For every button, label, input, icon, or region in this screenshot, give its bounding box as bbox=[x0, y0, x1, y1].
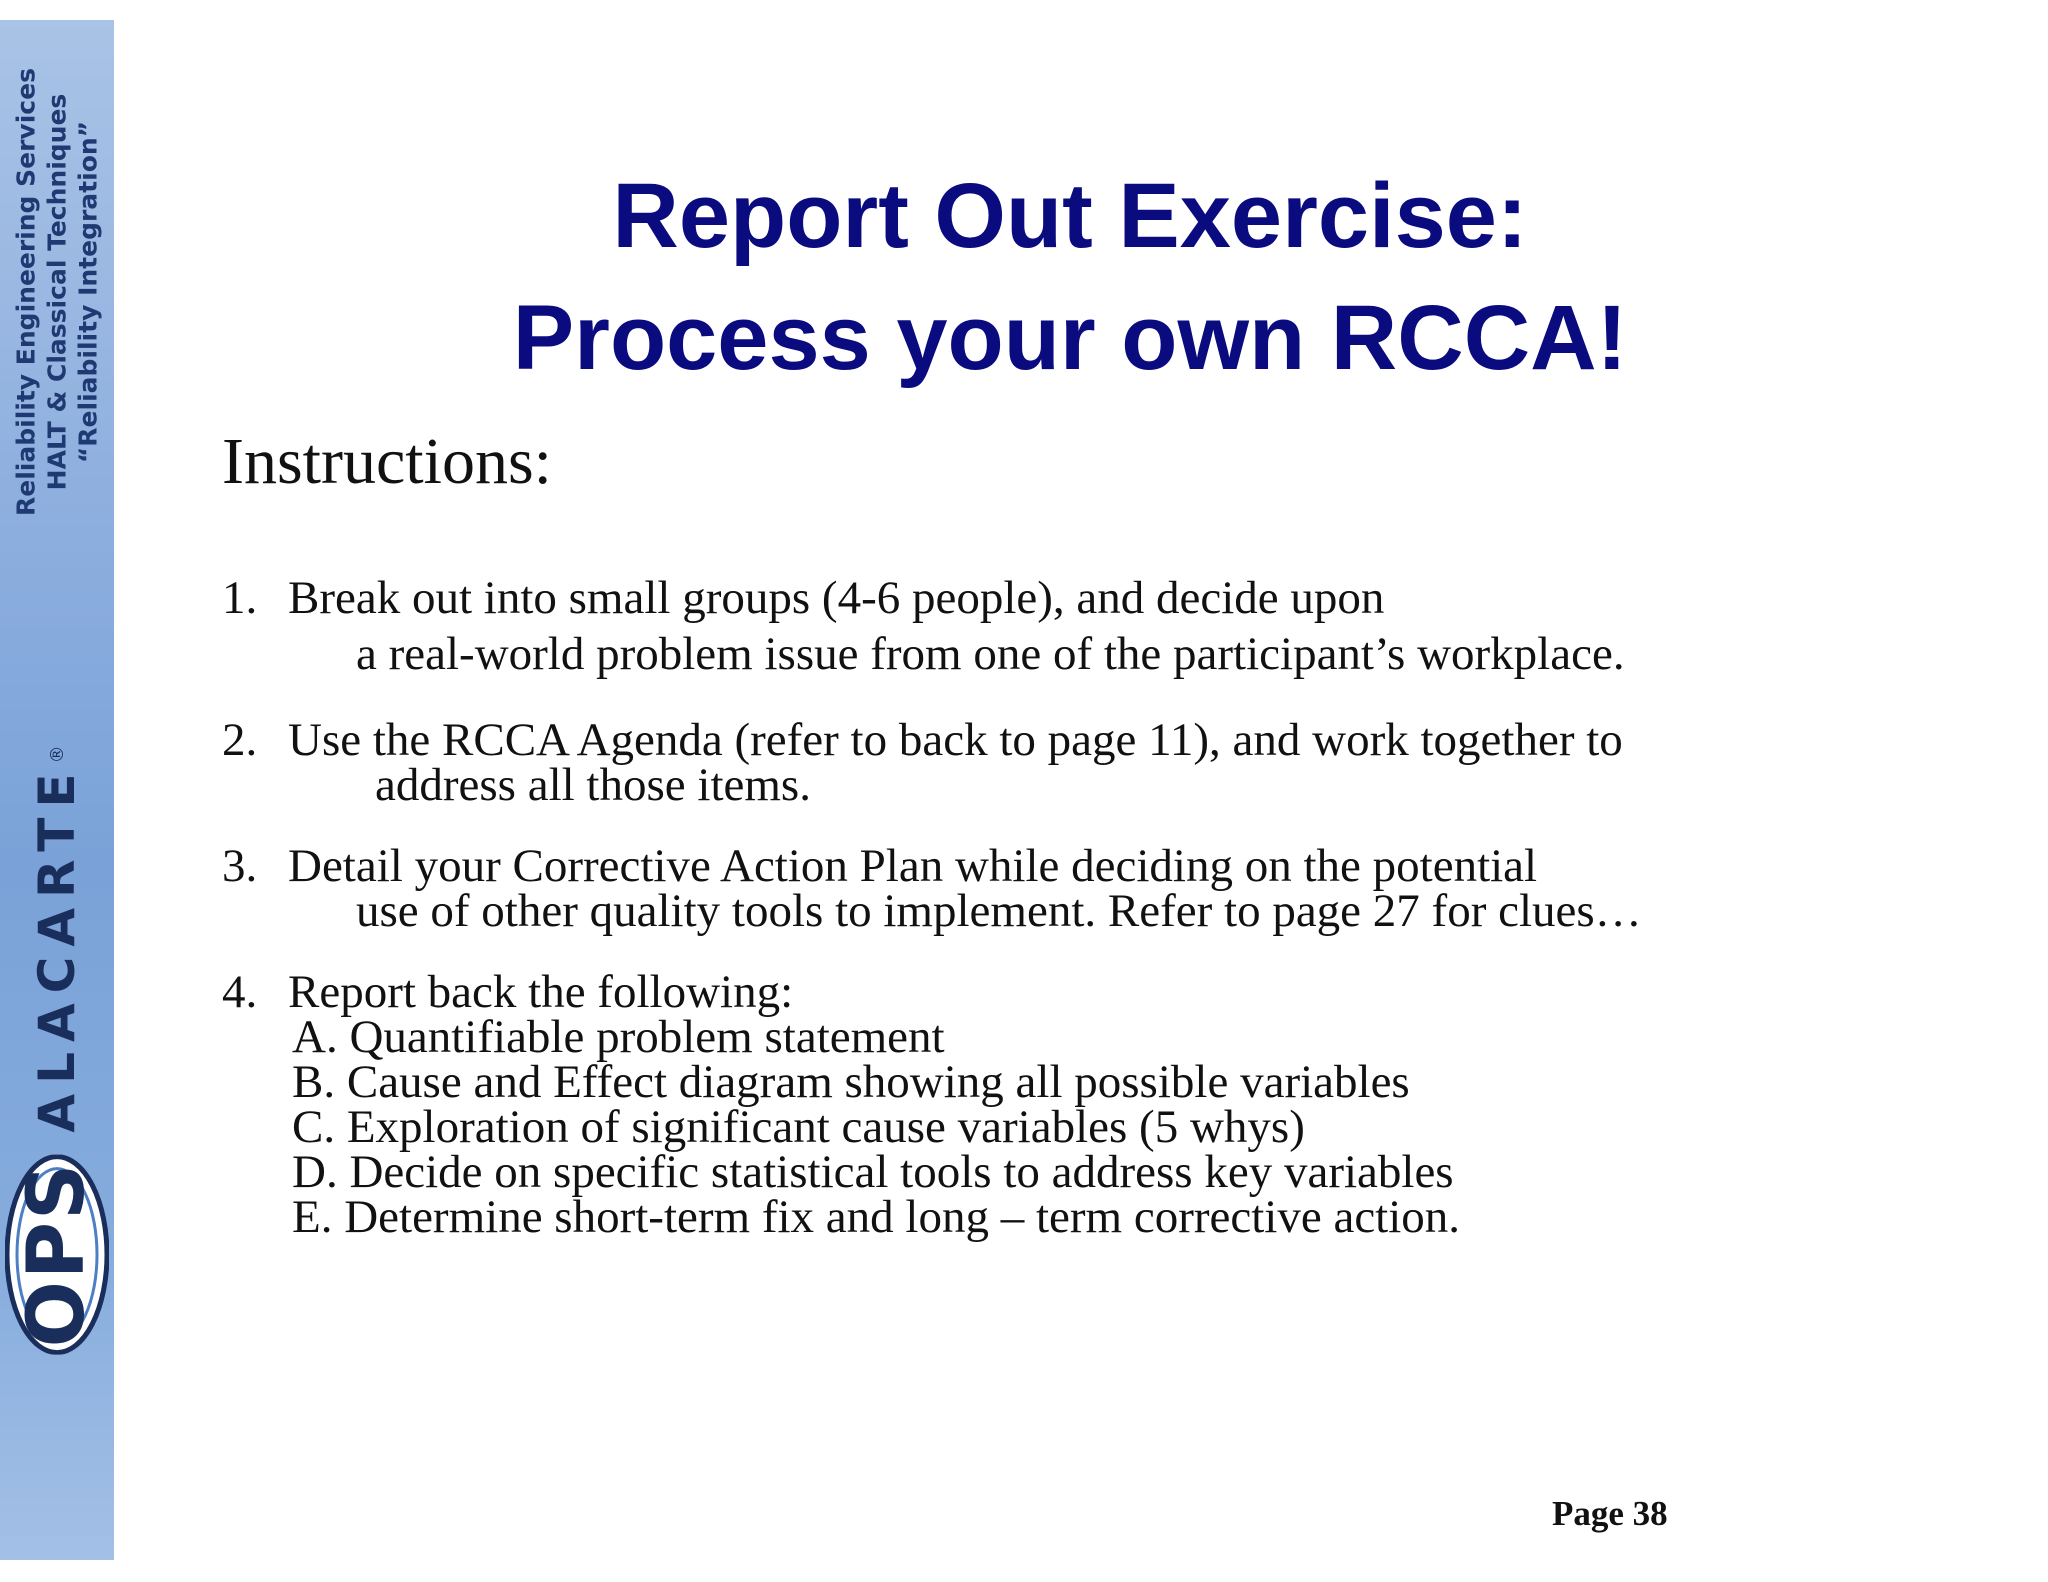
list-item-3-continued: use of other quality tools to implement. Refer to page 27 for clues… bbox=[356, 885, 1642, 937]
tagline-line-1: Reliability Engineering Services bbox=[11, 68, 41, 516]
list-item-2-continued: address all those items. bbox=[375, 759, 811, 811]
sub-item-b: B. Cause and Effect diagram showing all possible variables bbox=[292, 1056, 1410, 1108]
sidebar-banner bbox=[0, 20, 114, 1560]
tagline-line-2: HALT & Classical Techniques bbox=[42, 93, 72, 491]
list-item-1-continued: a real-world problem issue from one of the participant’s workplace. bbox=[356, 628, 1625, 680]
list-item-4 bbox=[222, 966, 794, 1018]
list-item-3 bbox=[222, 840, 1538, 892]
sidebar-tagline bbox=[11, 62, 104, 522]
tagline-line-3: “Reliability Integration” bbox=[73, 120, 103, 464]
logo-alacarte-text: ALACARTE bbox=[28, 763, 86, 1133]
logo-ops-text: OPS bbox=[12, 1161, 102, 1348]
page-title-line-1: Report Out Exercise: bbox=[612, 165, 1528, 267]
sub-item-a: A. Quantifiable problem statement bbox=[292, 1011, 945, 1063]
instructions-heading: Instructions: bbox=[222, 425, 552, 498]
list-item-text: Detail your Corrective Action Plan while deciding on the potential bbox=[288, 840, 1538, 892]
ops-logo-icon bbox=[5, 1155, 109, 1355]
list-item-text: Report back the following: bbox=[288, 966, 794, 1018]
brand-logo bbox=[5, 745, 109, 1354]
sub-item-d: D. Decide on specific statistical tools to address key variables bbox=[292, 1146, 1454, 1198]
list-item-2 bbox=[222, 714, 1623, 766]
list-number: 4. bbox=[222, 966, 258, 1018]
registered-mark: ® bbox=[46, 745, 68, 764]
sub-item-c: C. Exploration of significant cause variables (5 whys) bbox=[292, 1101, 1305, 1153]
list-item-text: Use the RCCA Agenda (refer to back to page 11), and work together to bbox=[288, 714, 1623, 766]
list-item-text: Break out into small groups (4-6 people), and decide upon bbox=[288, 572, 1385, 624]
list-number: 3. bbox=[222, 840, 258, 892]
page-title-line-2: Process your own RCCA! bbox=[512, 287, 1628, 389]
list-number: 1. bbox=[222, 572, 258, 624]
list-item-1 bbox=[222, 572, 1385, 624]
page-number: Page 38 bbox=[1552, 1494, 1668, 1533]
sub-item-e: E. Determine short-term fix and long – term corrective action. bbox=[292, 1191, 1461, 1243]
list-number: 2. bbox=[222, 714, 258, 766]
